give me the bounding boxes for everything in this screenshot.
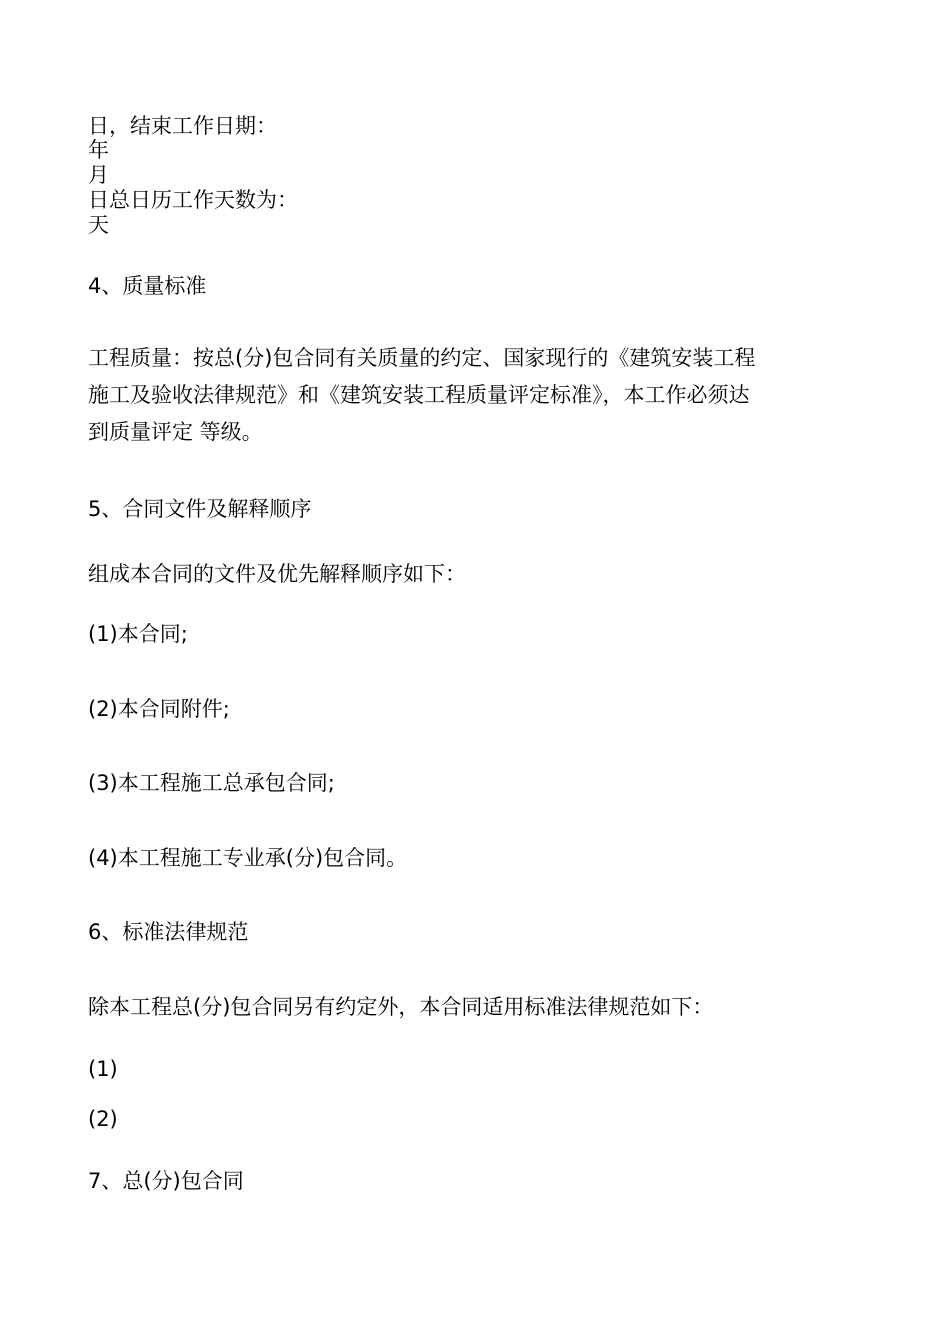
quality-paragraph-line: 到质量评定 等级。 xyxy=(88,420,263,444)
list-item: (1) xyxy=(88,1057,118,1081)
quality-paragraph-line: 工程质量：按总(分)包合同有关质量的约定、国家现行的《建筑安装工程 xyxy=(88,346,756,370)
list-item: (2) xyxy=(88,1107,118,1131)
year-label: 年 xyxy=(88,138,109,162)
list-item: (4)本工程施工专业承(分)包合同。 xyxy=(88,846,408,870)
section-4-heading: 4、质量标准 xyxy=(88,274,207,298)
section-7-heading: 7、总(分)包合同 xyxy=(88,1169,244,1193)
section-5-intro: 组成本合同的文件及优先解释顺序如下： xyxy=(88,562,466,586)
section-6-intro: 除本工程总(分)包合同另有约定外，本合同适用标准法律规范如下： xyxy=(88,995,714,1019)
quality-paragraph-line: 施工及验收法律规范》和《建筑安装工程质量评定标准》，本工作必须达 xyxy=(88,383,750,407)
quality-paragraph xyxy=(88,340,868,451)
section-6-heading: 6、标准法律规范 xyxy=(88,920,249,944)
section-5-heading: 5、合同文件及解释顺序 xyxy=(88,497,312,521)
days-unit-label: 天 xyxy=(88,213,109,237)
end-date-label: 日，结束工作日期： xyxy=(88,114,277,138)
list-item: (1)本合同; xyxy=(88,622,188,646)
list-item: (3)本工程施工总承包合同; xyxy=(88,771,335,795)
list-item: (2)本合同附件; xyxy=(88,697,230,721)
month-label: 月 xyxy=(88,163,109,187)
total-days-label: 日总日历工作天数为： xyxy=(88,188,298,212)
